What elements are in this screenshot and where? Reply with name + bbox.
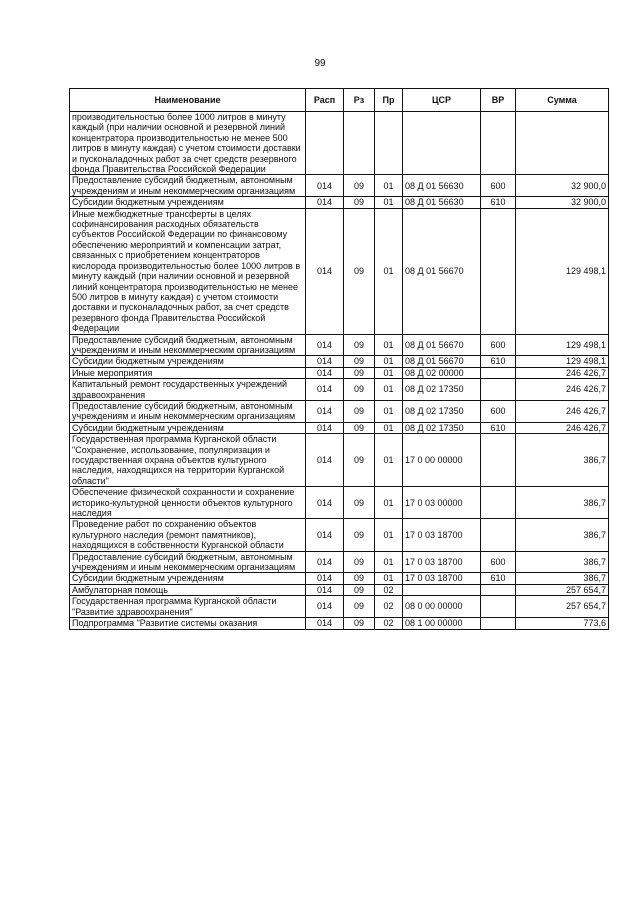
row-vr (481, 584, 516, 595)
row-rz: 09 (344, 618, 375, 629)
row-vr: 610 (481, 422, 516, 433)
row-rz (344, 112, 375, 175)
row-pr: 01 (375, 551, 403, 573)
row-rz: 09 (344, 573, 375, 584)
row-sum: 257 654,7 (516, 596, 609, 618)
row-pr: 01 (375, 434, 403, 487)
header-sum: Сумма (516, 89, 609, 112)
row-pr (375, 112, 403, 175)
row-csr: 17 0 03 00000 (403, 487, 481, 519)
row-rz: 09 (344, 208, 375, 334)
row-csr: 08 Д 02 17350 (403, 400, 481, 422)
row-sum: 32 900,0 (516, 197, 609, 208)
header-csr: ЦСР (403, 89, 481, 112)
row-rasp (306, 112, 344, 175)
row-pr: 02 (375, 618, 403, 629)
row-csr: 17 0 03 18700 (403, 551, 481, 573)
row-csr: 08 Д 01 56670 (403, 208, 481, 334)
row-pr: 01 (375, 197, 403, 208)
table-row (70, 584, 609, 595)
row-sum: 386,7 (516, 434, 609, 487)
row-sum: 386,7 (516, 519, 609, 551)
row-sum: 257 654,7 (516, 584, 609, 595)
row-name: Субсидии бюджетным учреждениям (70, 197, 306, 208)
table-row (70, 434, 609, 487)
row-vr (481, 519, 516, 551)
row-csr: 08 Д 01 56630 (403, 197, 481, 208)
row-name: Субсидии бюджетным учреждениям (70, 356, 306, 367)
row-rz: 09 (344, 197, 375, 208)
row-rasp: 014 (306, 551, 344, 573)
row-sum: 32 900,0 (516, 175, 609, 197)
table-row (70, 422, 609, 433)
row-name: Предоставление субсидий бюджетным, автономным учреждениям и иным некоммерческим организациям (70, 175, 306, 197)
row-sum (516, 112, 609, 175)
row-sum: 246 426,7 (516, 379, 609, 401)
row-vr (481, 112, 516, 175)
row-pr: 01 (375, 422, 403, 433)
row-name: Амбулаторная помощь (70, 584, 306, 595)
row-rz: 09 (344, 367, 375, 378)
row-vr (481, 596, 516, 618)
row-name: Подпрограмма "Развитие системы оказания (70, 618, 306, 629)
row-name: производительностью более 1000 литров в минуту каждый (при наличии основной и резервной линий концентратора производительностью не менее 500 литров в минуту каждая) с учетом стоимости доставки и пусконаладочных работ за счет средств резервного фонда Правительства Российской Федерации (70, 112, 306, 175)
row-rz: 09 (344, 434, 375, 487)
row-name: Предоставление субсидий бюджетным, автономным учреждениям и иным некоммерческим организациям (70, 551, 306, 573)
row-vr: 600 (481, 334, 516, 356)
row-sum: 246 426,7 (516, 367, 609, 378)
budget-table (69, 88, 609, 630)
row-rz: 09 (344, 400, 375, 422)
row-csr: 08 Д 02 00000 (403, 367, 481, 378)
row-csr: 08 Д 01 56670 (403, 334, 481, 356)
row-vr (481, 208, 516, 334)
row-rasp: 014 (306, 379, 344, 401)
row-vr: 610 (481, 197, 516, 208)
table-row (70, 487, 609, 519)
table-row (70, 197, 609, 208)
row-csr (403, 584, 481, 595)
row-pr: 01 (375, 208, 403, 334)
row-rasp: 014 (306, 596, 344, 618)
row-rasp: 014 (306, 175, 344, 197)
row-sum: 129 498,1 (516, 208, 609, 334)
row-name: Государственная программа Курганской области "Сохранение, использование, популяризация и государственная охрана объектов культурного наследия, находящихся на территории Курганской области" (70, 434, 306, 487)
row-pr: 01 (375, 573, 403, 584)
row-vr (481, 367, 516, 378)
row-rasp: 014 (306, 367, 344, 378)
row-rasp: 014 (306, 573, 344, 584)
row-pr: 01 (375, 334, 403, 356)
row-pr: 01 (375, 356, 403, 367)
table-row (70, 400, 609, 422)
row-name: Государственная программа Курганской области "Развитие здравоохранения" (70, 596, 306, 618)
row-rz: 09 (344, 356, 375, 367)
row-vr: 610 (481, 356, 516, 367)
row-rasp: 014 (306, 356, 344, 367)
row-name: Обеспечение физической сохранности и сохранение историко-культурной ценности объектов культурного наследия (70, 487, 306, 519)
row-csr: 17 0 00 00000 (403, 434, 481, 487)
row-name: Предоставление субсидий бюджетным, автономным учреждениям и иным некоммерческим организациям (70, 400, 306, 422)
row-name: Иные межбюджетные трансферты в целях софинансирования расходных обязательств субъектов Российской Федерации по финансовому обеспечению мероприятий и компенсации затрат, связанных с приобретением концентраторов кислорода производительностью более 1000 литров в минуту каждый (при наличии основной и резервной линий концентратора производительностью не менее 500 литров в минуту каждая) с учетом стоимости доставки и пусконаладочных работ, за счет средств резервного фонда Правительства Российской Федерации (70, 208, 306, 334)
header-rasp: Расп (306, 89, 344, 112)
row-rz: 09 (344, 175, 375, 197)
row-name: Проведение работ по сохранению объектов культурного наследия (ремонт памятников), находящихся в собственности Курганской области (70, 519, 306, 551)
table-row (70, 175, 609, 197)
table-row (70, 573, 609, 584)
row-csr: 08 0 00 00000 (403, 596, 481, 618)
row-rz: 09 (344, 487, 375, 519)
row-name: Субсидии бюджетным учреждениям (70, 573, 306, 584)
table-row (70, 208, 609, 334)
row-name: Капитальный ремонт государственных учреждений здравоохранения (70, 379, 306, 401)
row-sum: 246 426,7 (516, 422, 609, 433)
row-rasp: 014 (306, 618, 344, 629)
row-sum: 386,7 (516, 551, 609, 573)
table-row (70, 334, 609, 356)
row-sum: 386,7 (516, 487, 609, 519)
row-name: Субсидии бюджетным учреждениям (70, 422, 306, 433)
row-rasp: 014 (306, 208, 344, 334)
header-name: Наименование (70, 89, 306, 112)
row-name: Иные мероприятия (70, 367, 306, 378)
row-rz: 09 (344, 584, 375, 595)
row-pr: 02 (375, 584, 403, 595)
row-sum: 773,6 (516, 618, 609, 629)
row-pr: 01 (375, 487, 403, 519)
row-name: Предоставление субсидий бюджетным, автономным учреждениям и иным некоммерческим организациям (70, 334, 306, 356)
row-csr: 08 1 00 00000 (403, 618, 481, 629)
row-vr: 600 (481, 551, 516, 573)
row-sum: 386,7 (516, 573, 609, 584)
row-rz: 09 (344, 519, 375, 551)
row-vr: 600 (481, 175, 516, 197)
row-vr (481, 379, 516, 401)
row-rasp: 014 (306, 487, 344, 519)
row-sum: 129 498,1 (516, 356, 609, 367)
row-csr: 08 Д 02 17350 (403, 422, 481, 433)
row-csr: 17 0 03 18700 (403, 573, 481, 584)
row-rasp: 014 (306, 434, 344, 487)
row-csr: 17 0 03 18700 (403, 519, 481, 551)
page-number: 99 (314, 58, 326, 69)
row-rasp: 014 (306, 400, 344, 422)
row-pr: 01 (375, 519, 403, 551)
table-row (70, 379, 609, 401)
table-row (70, 367, 609, 378)
row-rasp: 014 (306, 334, 344, 356)
row-pr: 01 (375, 379, 403, 401)
row-vr (481, 487, 516, 519)
table-row (70, 551, 609, 573)
row-csr: 08 Д 01 56630 (403, 175, 481, 197)
table-row (70, 596, 609, 618)
row-rz: 09 (344, 422, 375, 433)
row-csr: 08 Д 02 17350 (403, 379, 481, 401)
row-rasp: 014 (306, 519, 344, 551)
row-sum: 246 426,7 (516, 400, 609, 422)
header-pr: Пр (375, 89, 403, 112)
row-rz: 09 (344, 334, 375, 356)
row-rz: 09 (344, 379, 375, 401)
table-row (70, 356, 609, 367)
header-rz: Рз (344, 89, 375, 112)
row-pr: 01 (375, 400, 403, 422)
row-rz: 09 (344, 596, 375, 618)
row-pr: 01 (375, 367, 403, 378)
row-csr (403, 112, 481, 175)
row-vr: 610 (481, 573, 516, 584)
table-header-row (70, 89, 609, 112)
row-rasp: 014 (306, 422, 344, 433)
table-row (70, 112, 609, 175)
row-vr (481, 434, 516, 487)
row-rz: 09 (344, 551, 375, 573)
row-rasp: 014 (306, 197, 344, 208)
header-vr: ВР (481, 89, 516, 112)
row-vr: 600 (481, 400, 516, 422)
row-rasp: 014 (306, 584, 344, 595)
row-pr: 02 (375, 596, 403, 618)
table-body (70, 112, 609, 630)
row-vr (481, 618, 516, 629)
row-csr: 08 Д 01 56670 (403, 356, 481, 367)
table-row (70, 618, 609, 629)
row-sum: 129 498,1 (516, 334, 609, 356)
table-row (70, 519, 609, 551)
row-pr: 01 (375, 175, 403, 197)
